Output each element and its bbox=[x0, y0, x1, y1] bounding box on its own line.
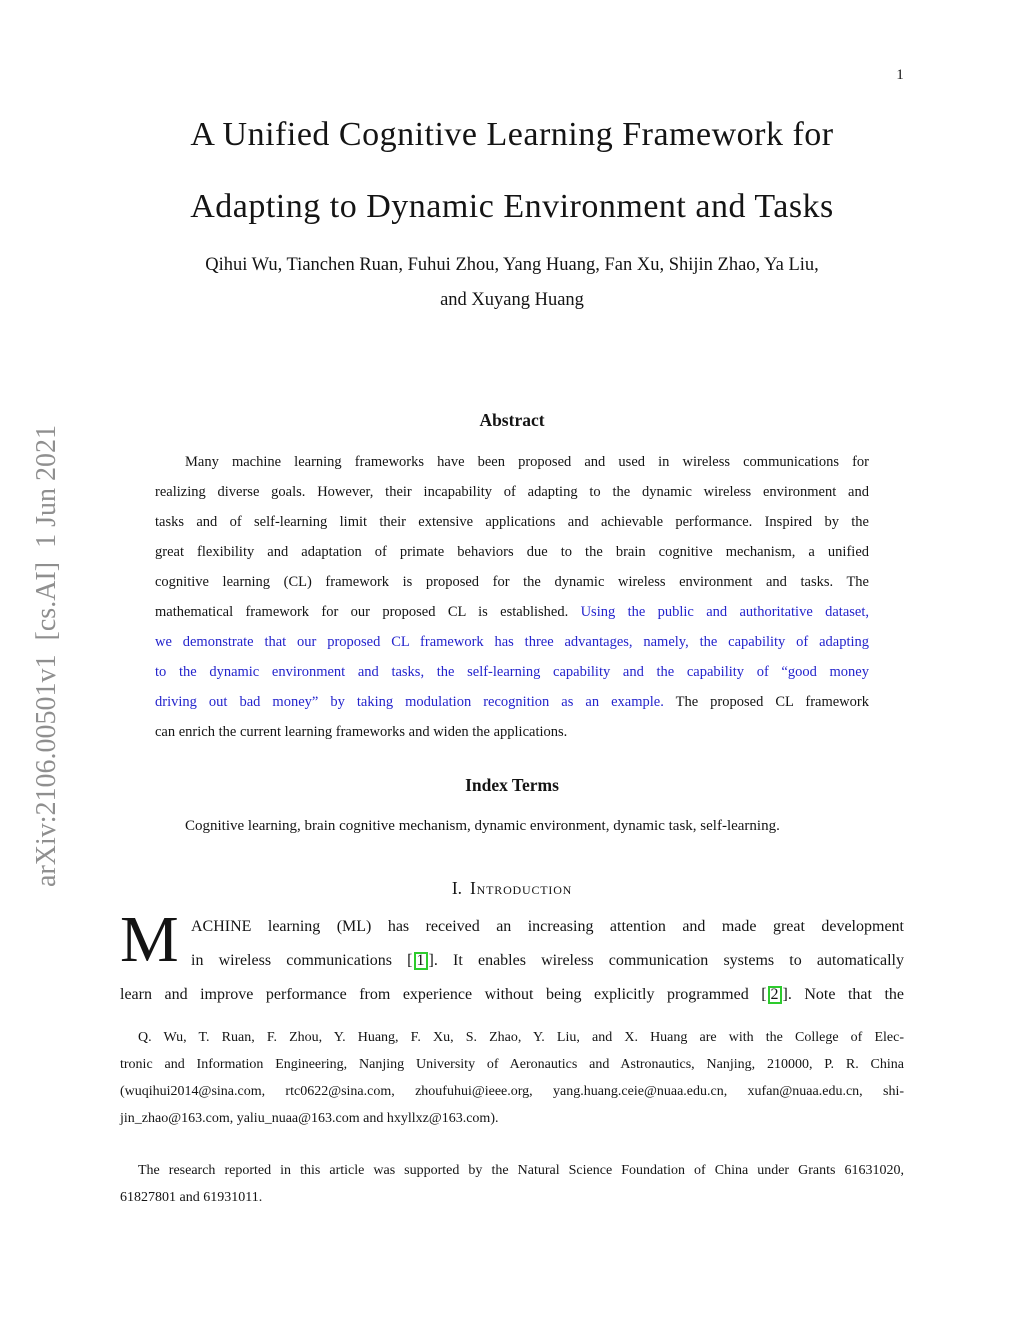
text-segment: Using the public and authoritative dataset, bbox=[580, 604, 869, 620]
text-line bbox=[155, 537, 869, 567]
text-segment: The proposed CL framework bbox=[663, 694, 869, 710]
text-line bbox=[120, 978, 904, 1012]
text-segment: The research reported in this article was supported by the Natural Science Foundation of China under Grants 61631020, bbox=[138, 1163, 904, 1178]
text-line bbox=[155, 447, 869, 477]
text-line bbox=[120, 1051, 904, 1078]
text-segment: to the dynamic environment and tasks, the self-learning capability and the capability of “good money bbox=[155, 664, 869, 680]
citation-link[interactable]: 1 bbox=[414, 952, 428, 970]
paper-title-line2: Adapting to Dynamic Environment and Tasks bbox=[190, 188, 834, 225]
text-segment: driving out bad money” by taking modulation recognition as an example. bbox=[155, 694, 664, 710]
footnote-funding bbox=[120, 1157, 904, 1211]
text-line bbox=[155, 657, 869, 687]
footnote-affiliation bbox=[120, 1024, 904, 1132]
text-segment: cognitive learning (CL) framework is proposed for the dynamic wireless environment and tasks. The bbox=[155, 574, 869, 590]
section-title: Introduction bbox=[470, 878, 573, 898]
text-line bbox=[155, 687, 869, 717]
text-segment: Cognitive learning, brain cognitive mechanism, dynamic environment, dynamic task, self-learning. bbox=[185, 818, 780, 834]
text-segment: realizing diverse goals. However, their incapability of adapting to the dynamic wireless environment and bbox=[155, 484, 869, 500]
paper-title-line1: A Unified Cognitive Learning Framework for bbox=[190, 116, 834, 153]
text-segment: 61827801 and 61931011. bbox=[120, 1190, 263, 1205]
intro-full-lines bbox=[120, 978, 904, 1012]
intro-dropcap-lines bbox=[191, 910, 904, 978]
index-terms-body bbox=[155, 811, 869, 841]
arxiv-watermark: arXiv:2106.00501v1 [cs.AI] 1 Jun 2021 bbox=[31, 425, 62, 887]
text-segment: ACHINE learning (ML) has received an increasing attention and made great development bbox=[191, 918, 904, 935]
text-segment: Many machine learning frameworks have been proposed and used in wireless communications for bbox=[185, 454, 869, 470]
paper-title bbox=[62, 99, 962, 243]
text-line bbox=[155, 627, 869, 657]
dropcap-letter: M bbox=[120, 903, 179, 976]
text-segment: tasks and of self-learning limit their extensive applications and achievable performance. Inspired by the bbox=[155, 514, 869, 530]
text-line bbox=[120, 1184, 904, 1211]
text-segment: in wireless communications [ bbox=[191, 952, 413, 969]
text-line bbox=[120, 1024, 904, 1051]
author-list-line2: and Xuyang Huang bbox=[440, 290, 584, 310]
text-segment: great flexibility and adaptation of primate behaviors due to the brain cognitive mechanism, a unified bbox=[155, 544, 869, 560]
text-line bbox=[120, 1078, 904, 1105]
page-number: 1 bbox=[896, 67, 904, 83]
section-heading-introduction bbox=[62, 875, 962, 901]
author-list bbox=[62, 248, 962, 318]
text-segment: (wuqihui2014@sina.com, rtc0622@sina.com, zhoufuhui@ieee.org, yang.huang.ceie@nuaa.edu.cn, xufan@nuaa.edu.cn, shi- bbox=[120, 1084, 904, 1099]
text-segment: jin_zhao@163.com, yaliu_nuaa@163.com and hxyllxz@163.com). bbox=[120, 1111, 499, 1126]
text-line bbox=[120, 1105, 904, 1132]
text-line bbox=[155, 477, 869, 507]
text-line bbox=[155, 811, 869, 841]
text-line bbox=[155, 717, 869, 747]
text-line bbox=[120, 1157, 904, 1184]
citation-link[interactable]: 2 bbox=[768, 986, 782, 1004]
text-segment: learn and improve performance from experience without being explicitly programmed [ bbox=[120, 986, 767, 1003]
index-terms-heading: Index Terms bbox=[465, 775, 559, 795]
text-line bbox=[155, 597, 869, 627]
text-segment: can enrich the current learning frameworks and widen the applications. bbox=[155, 724, 568, 740]
text-segment: Q. Wu, T. Ruan, F. Zhou, Y. Huang, F. Xu, S. Zhao, Y. Liu, and X. Huang are with the College of Elec- bbox=[138, 1030, 904, 1045]
text-line bbox=[191, 910, 904, 944]
text-segment: mathematical framework for our proposed CL is established. bbox=[155, 604, 581, 620]
abstract-body bbox=[155, 447, 869, 747]
section-numeral: I. bbox=[451, 878, 463, 898]
text-segment: tronic and Information Engineering, Nanjing University of Aeronautics and Astronautics, Nanjing, 210000, P. R. China bbox=[120, 1057, 904, 1072]
abstract-heading: Abstract bbox=[479, 410, 545, 430]
text-line bbox=[155, 567, 869, 597]
text-line bbox=[191, 944, 904, 978]
intro-paragraph bbox=[120, 903, 905, 1012]
text-line bbox=[155, 507, 869, 537]
text-segment: ]. It enables wireless communication systems to automatically bbox=[428, 952, 904, 969]
text-segment: ]. Note that the bbox=[782, 986, 905, 1003]
author-list-line1: Qihui Wu, Tianchen Ruan, Fuhui Zhou, Yang Huang, Fan Xu, Shijin Zhao, Ya Liu, bbox=[205, 255, 819, 275]
text-segment: we demonstrate that our proposed CL framework has three advantages, namely, the capability of adapting bbox=[155, 634, 869, 650]
